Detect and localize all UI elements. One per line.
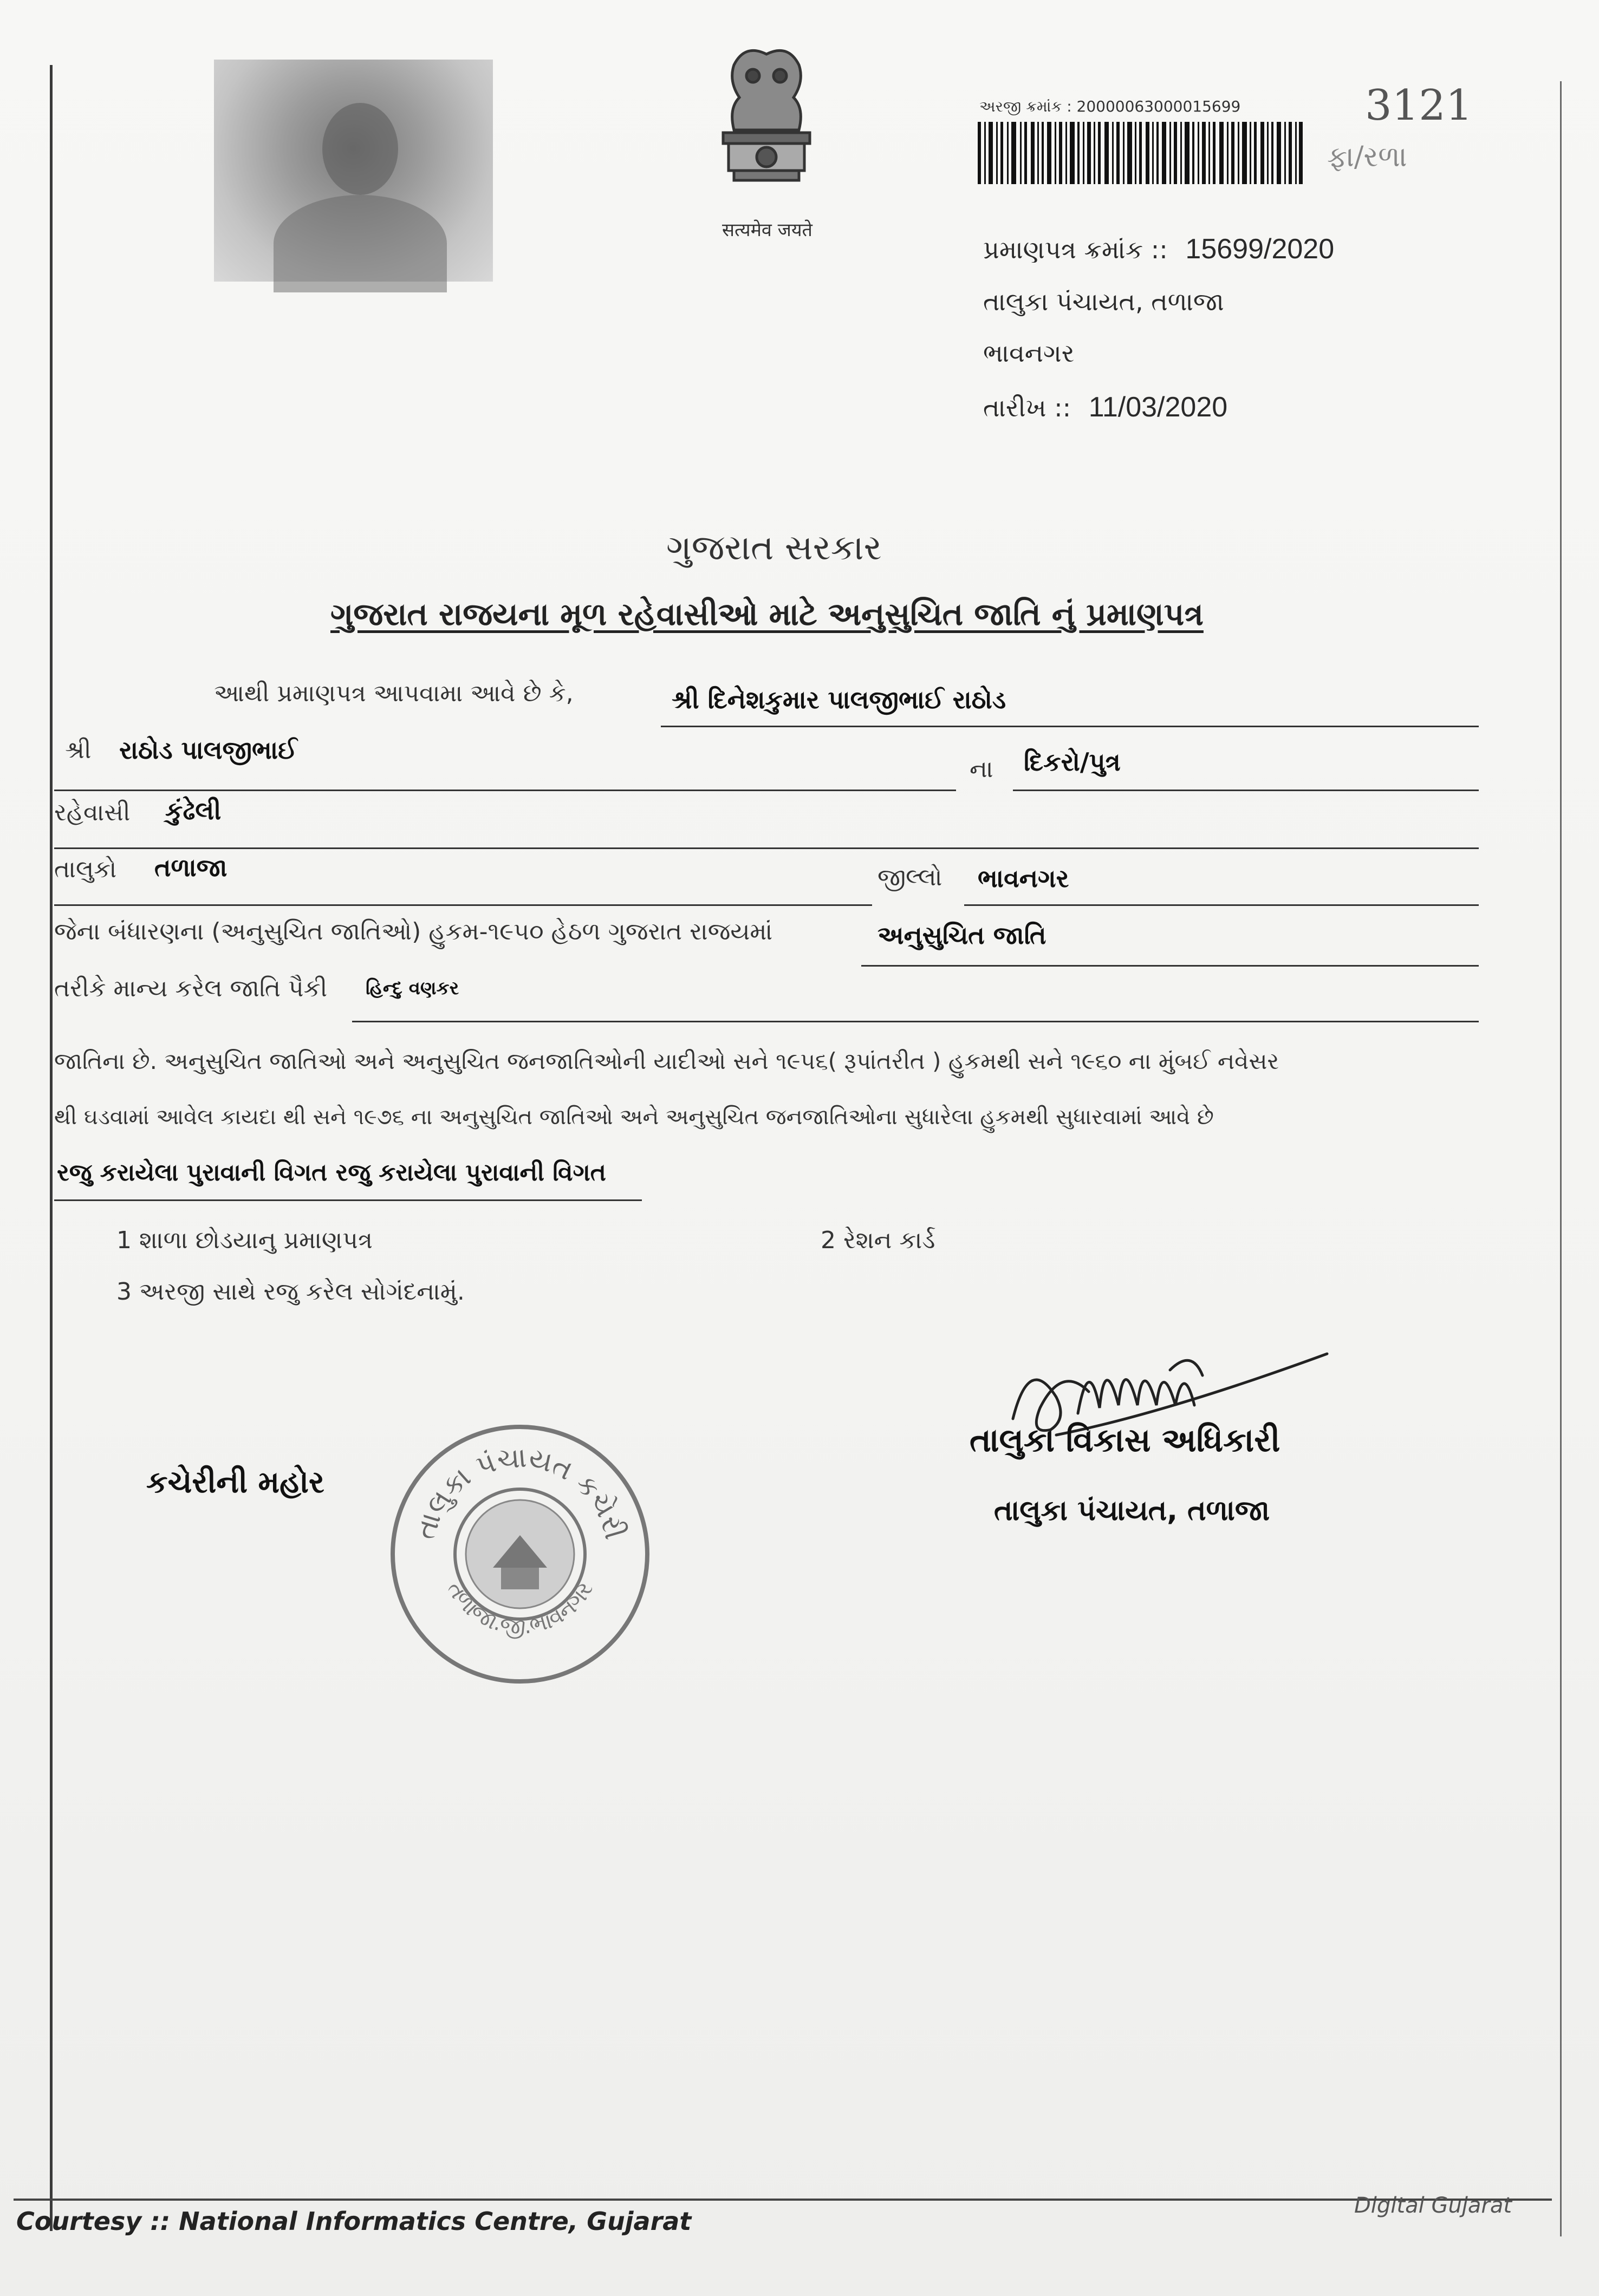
date-label: તારીખ :: (983, 393, 1071, 422)
stamp-bottom-text: તળાજા.જી.ભાવનગર (441, 1577, 599, 1640)
applicant-photo (214, 60, 493, 282)
taluka: તળાજા (154, 853, 227, 882)
relation: દિકરો/પુત્ર (1024, 747, 1121, 777)
barcode-icon (978, 122, 1303, 184)
signatory-designation: તાલુકા વિકાસ અધિકારી (970, 1421, 1280, 1459)
certificate-number-label: પ્રમાણપત્ર ક્રમાંક :: (983, 235, 1168, 264)
proof-item-1: 1 શાળા છોડયાનુ પ્રમાણપત્ર (116, 1227, 373, 1254)
intro-text: આથી પ્રમાણપત્ર આપવામા આવે છે કે, (214, 680, 574, 707)
caste-underline (352, 1021, 1479, 1022)
application-number: અરજી ક્રમાંક : 20000063000015699 (979, 97, 1241, 115)
office-line-1: તાલુકા પંચાયત, તળાજા (983, 287, 1224, 316)
residence-underline (54, 847, 1479, 849)
district-underline (964, 904, 1479, 906)
relation-underline (1013, 790, 1479, 791)
date-row (983, 391, 1227, 423)
name-underline (661, 726, 1479, 727)
proof-item-3: 3 અરજી સાથે રજુ કરેલ સોગંદનામું. (116, 1278, 465, 1306)
person-name: શ્રી દિનેશકુમાર પાલજીભાઈ રાઠોડ (672, 685, 1006, 714)
father-name: રાઠોડ પાલજીભાઈ (119, 735, 297, 765)
paragraph-line-2: થી ઘડવામાં આવેલ કાયદા થી સને ૧૯૭૬ ના અનુસુચિત જાતિઓ અને અનુસુચિત જનજાતિઓના સુધારેલા હુકમથી સુધારવામાં આવે છે (54, 1105, 1214, 1130)
caste: હિન્દુ વણકર (366, 977, 459, 999)
office-stamp-icon (382, 1416, 658, 1692)
recognized-label: તરીકે માન્ય કરેલ જાતિ પૈકી (54, 975, 328, 1002)
certificate-title: ગુજરાત રાજયના મૂળ રહેવાસીઓ માટે અનુસુચિત જાતિ નું પ્રમાણપત્ર (330, 596, 1204, 632)
residence-label: રહેવાસી (54, 799, 131, 826)
page-border-right (1560, 81, 1562, 2236)
father-prefix: શ્રી (65, 736, 92, 764)
national-emblem-icon (701, 43, 831, 222)
proofs-heading: રજુ કરાયેલા પુરાવાની વિગત રજુ કરાયેલા પુરાવાની વિગત (57, 1159, 606, 1186)
residence: કુંઢેલી (165, 796, 222, 825)
certificate-number: 15699/2020 (1185, 233, 1335, 265)
taluka-label: તાલુકો (54, 856, 117, 883)
footer-rule (14, 2199, 1552, 2201)
order-text: જેના બંધારણના (અનુસુચિત જાતિઓ) હુકમ-૧૯૫૦ હેઠળ ગુજરાત રાજયમાં (54, 918, 773, 945)
relation-prefix: ના (970, 755, 993, 783)
office-seal-label: કચેરીની મહોર (146, 1465, 324, 1500)
office-line-2: ભાવનગર (983, 338, 1075, 368)
paragraph-line-1: જાતિના છે. અનુસુચિત જાતિઓ અને અનુસુચિત જનજાતિઓની યાદીઓ સને ૧૯૫૬( રૂપાંતરીત ) હુકમથી સને ૧૯૬૦ ના મુંબઈ નવેસર (54, 1048, 1279, 1074)
district-label: જીલ્લો (877, 864, 942, 891)
handwritten-note: 3121 (1365, 81, 1473, 130)
handwritten-note-faded: ફા/રળા (1327, 141, 1407, 173)
proof-item-2: 2 રેશન કાર્ડ (821, 1227, 935, 1254)
category: અનુસુચિત જાતિ (877, 921, 1046, 950)
category-underline (861, 965, 1479, 967)
proofs-heading-underline (54, 1199, 642, 1201)
stamp-top-text: તાલુકા પંચાયત કચેરી (409, 1441, 631, 1543)
father-underline (54, 790, 956, 791)
signatory-office: તાલુકા પંચાયત, તળાજા (994, 1495, 1270, 1527)
footer-courtesy: Courtesy :: National Informatics Centre, Gujarat (16, 2207, 692, 2236)
government-title: ગુજરાત સરકાર (666, 528, 882, 568)
taluka-underline (54, 904, 872, 906)
district: ભાવનગર (978, 864, 1069, 893)
certificate-number-row (983, 233, 1334, 265)
footer-brand: Digital Gujarat (1354, 2193, 1512, 2218)
issue-date: 11/03/2020 (1088, 392, 1228, 423)
emblem-motto: सत्यमेव जयते (722, 219, 812, 241)
page-border-left (50, 65, 53, 2231)
